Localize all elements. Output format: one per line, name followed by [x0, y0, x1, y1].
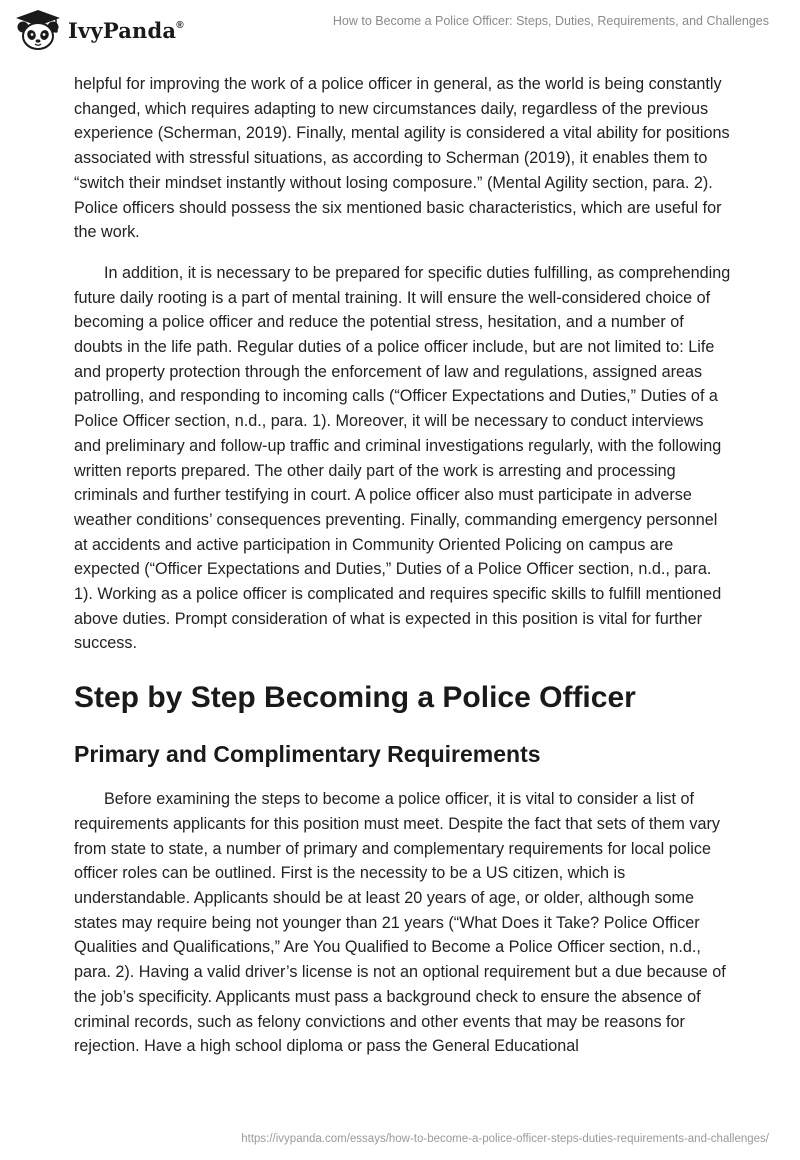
subsection-heading: Primary and Complimentary Requirements [74, 741, 541, 768]
paragraph-duties: In addition, it is necessary to be prepared for specific duties fulfilling, as comprehending future daily rooting is a part of mental training. It will ensure the well-considered choice of becoming a police officer and reduce the potential stress, hesitation, and a number of doubts in the life path. Regular duties of a police officer include, but are not limited to: Life and property protection through the enforcement of law and regulations, assigned areas patrolling, and responding to incoming calls (“Officer Expectations and Duties,” Duties of a Police Officer section, n.d., para. 1). Moreover, it will be necessary to conduct interviews and preliminary and follow-up traffic and criminal investigations regularly, with the following written reports prepared. The other daily part of the work is arresting and processing criminals and further testifying in court. A police officer also must participate in adverse weather conditions’ consequences preventing. Finally, commanding emergency personnel at accidents and active participation in Community Oriented Policing on campus are expected (“Officer Expectations and Duties,” Duties of a Police Officer section, n.d., para. 1). Working as a police officer is complicated and requires specific skills to fulfill mentioned above duties. Prompt consideration of what is expected in this position is vital for further success. [74, 263, 731, 653]
brand-logo[interactable] [12, 8, 184, 52]
section-heading: Step by Step Becoming a Police Officer [74, 681, 636, 715]
paragraph-requirements: Before examining the steps to become a police officer, it is vital to consider a list of requirements applicants for this position must meet. Despite the fact that sets of them vary from state to state, a number of primary and complementary requirements for local police officer roles can be outlined. First is the necessity to be a US citizen, which is understandable. Applicants should be at least 20 years of age, or older, although some states may require being not younger than 21 years (“What Does it Take? Police Officer Qualities and Qualifications,” Are You Qualified to Become a Police Officer section, n.d., para. 2). Having a valid driver’s license is not an optional requirement but a due because of the job’s specificity. Applicants must pass a background check to ensure the absence of criminal records, such as felony convictions and other events that may be reasons for rejection. Have a high school diploma or pass the General Educational [74, 790, 726, 1056]
article-body [74, 72, 734, 1059]
document-title: How to Become a Police Officer: Steps, Duties, Requirements, and Challenges [332, 14, 769, 28]
source-url[interactable]: https://ivypanda.com/essays/how-to-become-a-police-officer-steps-duties-requirements-and-challenges/ [241, 1133, 769, 1145]
brand-name: IvyPanda® [68, 17, 184, 43]
page-header [0, 0, 800, 56]
panda-graduate-icon [12, 8, 64, 52]
paragraph-continuation: helpful for improving the work of a police officer in general, as the world is being constantly changed, which requires adapting to new circumstances daily, regardless of the previous experience (Scherman, 2019). Finally, mental agility is considered a vital ability for positions associated with stressful situations, as according to Scherman (2019), it enables them to “switch their mindset instantly without losing composure.” (Mental Agility section, para. 2). Police officers should possess the six mentioned basic characteristics, which are useful for the work. [74, 75, 730, 242]
